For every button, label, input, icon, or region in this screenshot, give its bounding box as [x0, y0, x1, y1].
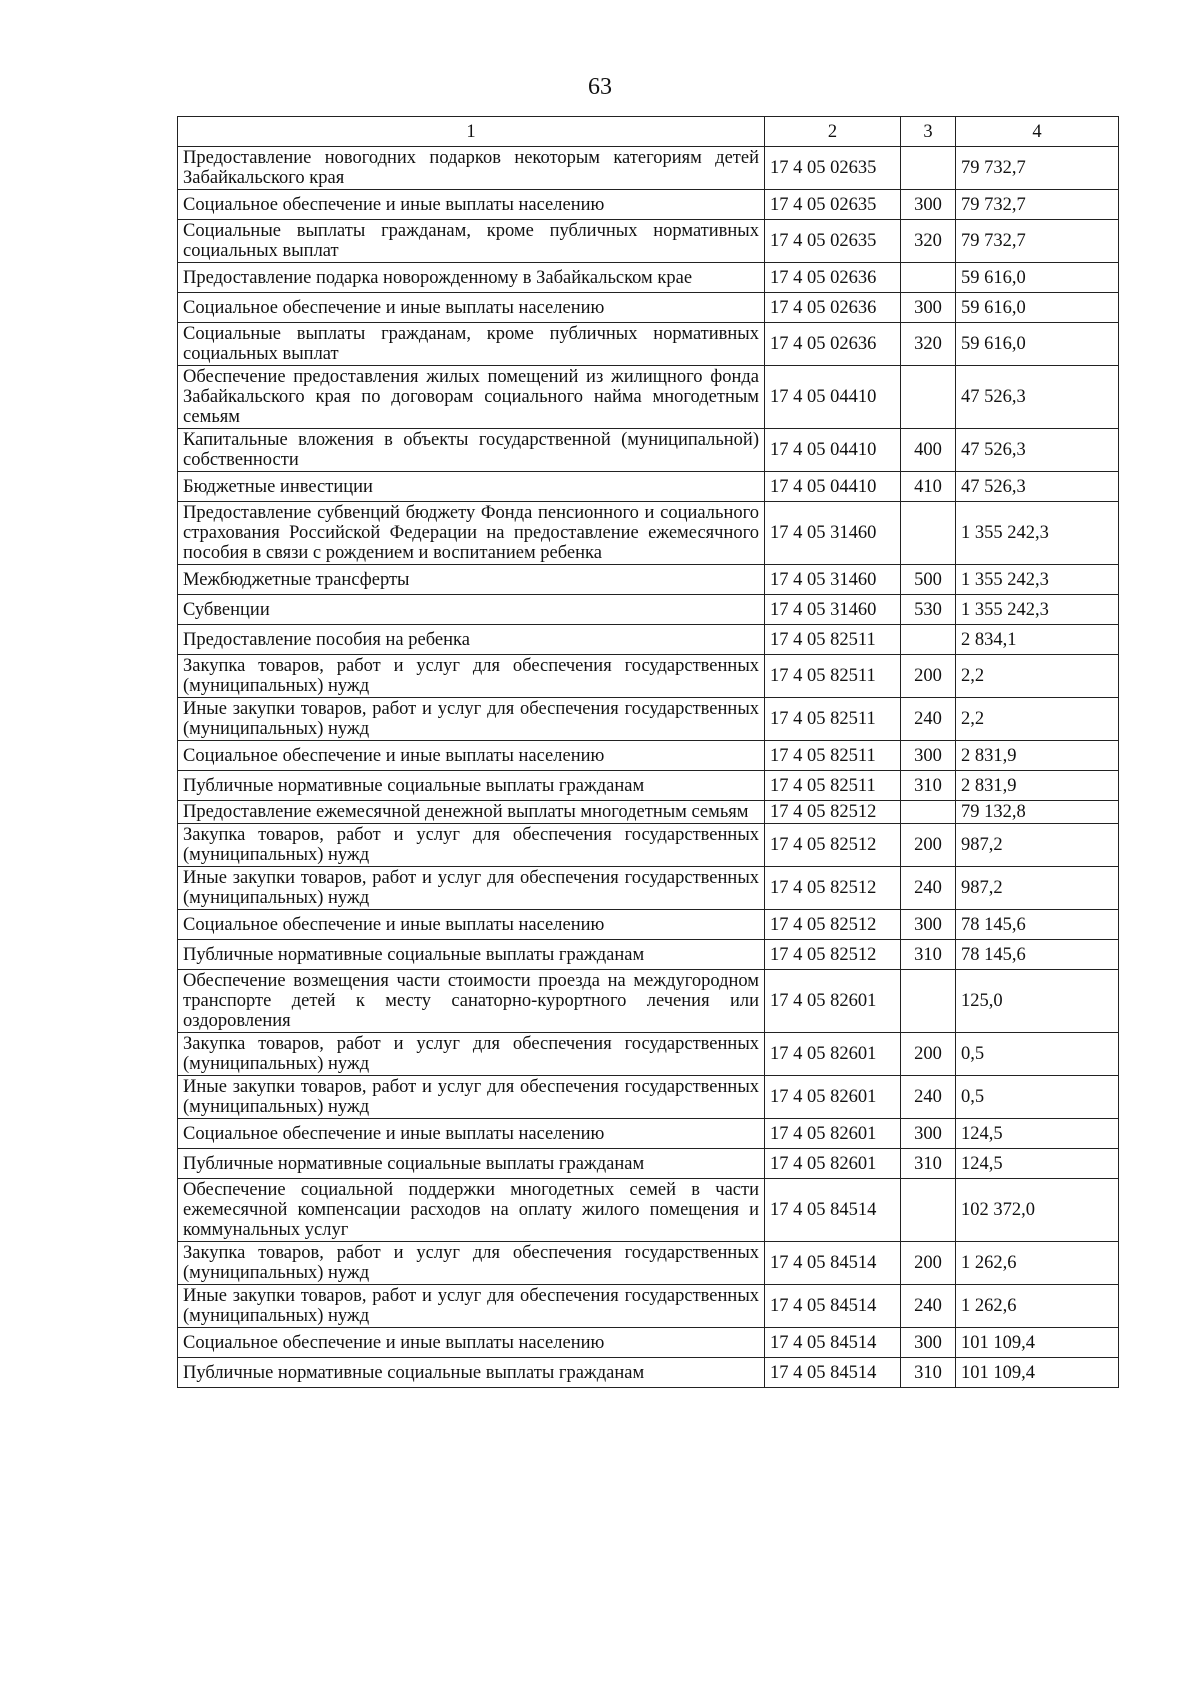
row-name-cell: Предоставление новогодних подарков некоторым категориям детей Забайкальского края [178, 147, 765, 190]
row-amount-cell: 79 732,7 [956, 190, 1119, 220]
table-row [178, 1358, 1119, 1388]
row-amount-cell: 1 355 242,3 [956, 502, 1119, 565]
row-name-cell: Публичные нормативные социальные выплаты гражданам [178, 1358, 765, 1388]
row-code-cell: 17 4 05 84514 [765, 1179, 901, 1242]
row-amount-cell: 47 526,3 [956, 366, 1119, 429]
row-expense-type-cell: 320 [901, 220, 956, 263]
table-row [178, 323, 1119, 366]
row-name-cell: Закупка товаров, работ и услуг для обеспечения государственных (муниципальных) нужд [178, 1033, 765, 1076]
row-expense-type-cell: 410 [901, 472, 956, 502]
row-expense-type-cell: 300 [901, 1328, 956, 1358]
row-expense-type-cell: 310 [901, 771, 956, 801]
row-code-cell: 17 4 05 02636 [765, 263, 901, 293]
table-row [178, 741, 1119, 771]
row-expense-type-cell [901, 263, 956, 293]
table-row [178, 970, 1119, 1033]
row-expense-type-cell [901, 147, 956, 190]
row-code-cell: 17 4 05 04410 [765, 429, 901, 472]
row-code-cell: 17 4 05 82512 [765, 801, 901, 824]
row-name-cell: Бюджетные инвестиции [178, 472, 765, 502]
row-code-cell: 17 4 05 82601 [765, 1119, 901, 1149]
row-expense-type-cell: 400 [901, 429, 956, 472]
table-row [178, 147, 1119, 190]
table-row [178, 698, 1119, 741]
table-row [178, 1328, 1119, 1358]
row-amount-cell: 125,0 [956, 970, 1119, 1033]
row-name-cell: Публичные нормативные социальные выплаты гражданам [178, 771, 765, 801]
row-amount-cell: 1 355 242,3 [956, 565, 1119, 595]
table-row [178, 366, 1119, 429]
table-row [178, 1076, 1119, 1119]
row-code-cell: 17 4 05 31460 [765, 502, 901, 565]
table-row [178, 565, 1119, 595]
row-amount-cell: 59 616,0 [956, 323, 1119, 366]
row-name-cell: Иные закупки товаров, работ и услуг для обеспечения государственных (муниципальных) нужд [178, 1285, 765, 1328]
row-code-cell: 17 4 05 82511 [765, 771, 901, 801]
row-code-cell: 17 4 05 84514 [765, 1358, 901, 1388]
table-row [178, 625, 1119, 655]
row-amount-cell: 987,2 [956, 867, 1119, 910]
row-expense-type-cell [901, 970, 956, 1033]
row-amount-cell: 1 355 242,3 [956, 595, 1119, 625]
row-code-cell: 17 4 05 82511 [765, 741, 901, 771]
row-expense-type-cell: 310 [901, 940, 956, 970]
table-row [178, 1149, 1119, 1179]
row-name-cell: Публичные нормативные социальные выплаты гражданам [178, 940, 765, 970]
row-code-cell: 17 4 05 82512 [765, 910, 901, 940]
header-col-3: 3 [901, 117, 956, 147]
row-name-cell: Иные закупки товаров, работ и услуг для обеспечения государственных (муниципальных) нужд [178, 1076, 765, 1119]
row-code-cell: 17 4 05 82511 [765, 625, 901, 655]
row-name-cell: Субвенции [178, 595, 765, 625]
row-expense-type-cell: 530 [901, 595, 956, 625]
row-name-cell: Предоставление подарка новорожденному в Забайкальском крае [178, 263, 765, 293]
row-name-cell: Социальное обеспечение и иные выплаты населению [178, 910, 765, 940]
table-row [178, 824, 1119, 867]
row-code-cell: 17 4 05 84514 [765, 1328, 901, 1358]
table-row [178, 429, 1119, 472]
row-amount-cell: 102 372,0 [956, 1179, 1119, 1242]
table-row [178, 1119, 1119, 1149]
budget-table [177, 116, 1119, 1388]
row-code-cell: 17 4 05 02636 [765, 293, 901, 323]
row-name-cell: Предоставление пособия на ребенка [178, 625, 765, 655]
row-amount-cell: 987,2 [956, 824, 1119, 867]
row-expense-type-cell: 300 [901, 1119, 956, 1149]
row-amount-cell: 1 262,6 [956, 1242, 1119, 1285]
row-code-cell: 17 4 05 84514 [765, 1285, 901, 1328]
header-col-4: 4 [956, 117, 1119, 147]
row-amount-cell: 47 526,3 [956, 429, 1119, 472]
row-amount-cell: 78 145,6 [956, 940, 1119, 970]
row-name-cell: Социальное обеспечение и иные выплаты населению [178, 1328, 765, 1358]
row-expense-type-cell: 320 [901, 323, 956, 366]
row-expense-type-cell: 240 [901, 1076, 956, 1119]
row-name-cell: Социальные выплаты гражданам, кроме публичных нормативных социальных выплат [178, 323, 765, 366]
row-name-cell: Закупка товаров, работ и услуг для обеспечения государственных (муниципальных) нужд [178, 824, 765, 867]
header-col-2: 2 [765, 117, 901, 147]
row-code-cell: 17 4 05 02635 [765, 147, 901, 190]
row-expense-type-cell: 300 [901, 293, 956, 323]
row-expense-type-cell: 300 [901, 741, 956, 771]
table-row [178, 595, 1119, 625]
row-expense-type-cell: 300 [901, 190, 956, 220]
table-row [178, 502, 1119, 565]
row-code-cell: 17 4 05 04410 [765, 366, 901, 429]
row-name-cell: Закупка товаров, работ и услуг для обеспечения государственных (муниципальных) нужд [178, 655, 765, 698]
row-name-cell: Социальное обеспечение и иные выплаты населению [178, 190, 765, 220]
row-code-cell: 17 4 05 31460 [765, 595, 901, 625]
row-name-cell: Иные закупки товаров, работ и услуг для обеспечения государственных (муниципальных) нужд [178, 698, 765, 741]
table-header-row [178, 117, 1119, 147]
row-expense-type-cell: 310 [901, 1149, 956, 1179]
row-code-cell: 17 4 05 82601 [765, 1149, 901, 1179]
row-name-cell: Социальное обеспечение и иные выплаты населению [178, 741, 765, 771]
row-name-cell: Обеспечение возмещения части стоимости проезда на междугородном транспорте детей к месту санаторно-курортного лечения или оздоровления [178, 970, 765, 1033]
row-code-cell: 17 4 05 82512 [765, 867, 901, 910]
table-row [178, 867, 1119, 910]
row-code-cell: 17 4 05 02636 [765, 323, 901, 366]
row-amount-cell: 124,5 [956, 1149, 1119, 1179]
row-code-cell: 17 4 05 82601 [765, 1033, 901, 1076]
row-amount-cell: 47 526,3 [956, 472, 1119, 502]
row-amount-cell: 79 732,7 [956, 220, 1119, 263]
row-code-cell: 17 4 05 02635 [765, 220, 901, 263]
row-amount-cell: 0,5 [956, 1076, 1119, 1119]
row-code-cell: 17 4 05 82511 [765, 698, 901, 741]
row-code-cell: 17 4 05 82601 [765, 970, 901, 1033]
table-row [178, 801, 1119, 824]
row-expense-type-cell: 240 [901, 698, 956, 741]
table-row [178, 655, 1119, 698]
row-expense-type-cell: 200 [901, 655, 956, 698]
table-row [178, 293, 1119, 323]
row-amount-cell: 2 831,9 [956, 771, 1119, 801]
row-amount-cell: 79 132,8 [956, 801, 1119, 824]
row-name-cell: Предоставление субвенций бюджету Фонда пенсионного и социального страхования Российской Федерации на предоставление ежемесячного пособия в связи с рождением и воспитанием ребенка [178, 502, 765, 565]
row-expense-type-cell [901, 1179, 956, 1242]
row-name-cell: Социальное обеспечение и иные выплаты населению [178, 293, 765, 323]
row-amount-cell: 78 145,6 [956, 910, 1119, 940]
table-row [178, 472, 1119, 502]
row-code-cell: 17 4 05 84514 [765, 1242, 901, 1285]
header-col-1: 1 [178, 117, 765, 147]
row-name-cell: Закупка товаров, работ и услуг для обеспечения государственных (муниципальных) нужд [178, 1242, 765, 1285]
row-amount-cell: 2,2 [956, 655, 1119, 698]
row-code-cell: 17 4 05 31460 [765, 565, 901, 595]
table-row [178, 910, 1119, 940]
row-name-cell: Публичные нормативные социальные выплаты гражданам [178, 1149, 765, 1179]
row-expense-type-cell [901, 625, 956, 655]
page-number: 63 [588, 74, 612, 100]
row-expense-type-cell: 240 [901, 867, 956, 910]
row-amount-cell: 79 732,7 [956, 147, 1119, 190]
row-amount-cell: 1 262,6 [956, 1285, 1119, 1328]
row-amount-cell: 124,5 [956, 1119, 1119, 1149]
row-amount-cell: 101 109,4 [956, 1328, 1119, 1358]
table-row [178, 220, 1119, 263]
table-row [178, 1242, 1119, 1285]
row-amount-cell: 59 616,0 [956, 263, 1119, 293]
row-amount-cell: 2 834,1 [956, 625, 1119, 655]
table-row [178, 940, 1119, 970]
row-expense-type-cell: 310 [901, 1358, 956, 1388]
row-name-cell: Капитальные вложения в объекты государственной (муниципальной) собственности [178, 429, 765, 472]
row-code-cell: 17 4 05 04410 [765, 472, 901, 502]
row-amount-cell: 59 616,0 [956, 293, 1119, 323]
row-name-cell: Обеспечение социальной поддержки многодетных семей в части ежемесячной компенсации расходов на оплату жилого помещения и коммунальных услуг [178, 1179, 765, 1242]
row-name-cell: Социальные выплаты гражданам, кроме публичных нормативных социальных выплат [178, 220, 765, 263]
row-code-cell: 17 4 05 82511 [765, 655, 901, 698]
table-row [178, 771, 1119, 801]
row-amount-cell: 0,5 [956, 1033, 1119, 1076]
row-expense-type-cell: 200 [901, 1033, 956, 1076]
row-expense-type-cell: 240 [901, 1285, 956, 1328]
table-row [178, 1033, 1119, 1076]
row-code-cell: 17 4 05 82512 [765, 824, 901, 867]
row-expense-type-cell: 500 [901, 565, 956, 595]
table-row [178, 263, 1119, 293]
row-code-cell: 17 4 05 82601 [765, 1076, 901, 1119]
row-name-cell: Иные закупки товаров, работ и услуг для обеспечения государственных (муниципальных) нужд [178, 867, 765, 910]
row-expense-type-cell [901, 502, 956, 565]
row-expense-type-cell: 300 [901, 910, 956, 940]
row-expense-type-cell: 200 [901, 1242, 956, 1285]
row-name-cell: Предоставление ежемесячной денежной выплаты многодетным семьям [178, 801, 765, 824]
table-row [178, 1285, 1119, 1328]
row-code-cell: 17 4 05 82512 [765, 940, 901, 970]
row-name-cell: Обеспечение предоставления жилых помещений из жилищного фонда Забайкальского края по договорам социального найма многодетным семьям [178, 366, 765, 429]
row-name-cell: Социальное обеспечение и иные выплаты населению [178, 1119, 765, 1149]
row-expense-type-cell [901, 801, 956, 824]
row-name-cell: Межбюджетные трансферты [178, 565, 765, 595]
row-amount-cell: 2,2 [956, 698, 1119, 741]
table-body [178, 147, 1119, 1388]
table-row [178, 1179, 1119, 1242]
table-row [178, 190, 1119, 220]
row-expense-type-cell: 200 [901, 824, 956, 867]
row-expense-type-cell [901, 366, 956, 429]
row-code-cell: 17 4 05 02635 [765, 190, 901, 220]
row-amount-cell: 101 109,4 [956, 1358, 1119, 1388]
row-amount-cell: 2 831,9 [956, 741, 1119, 771]
